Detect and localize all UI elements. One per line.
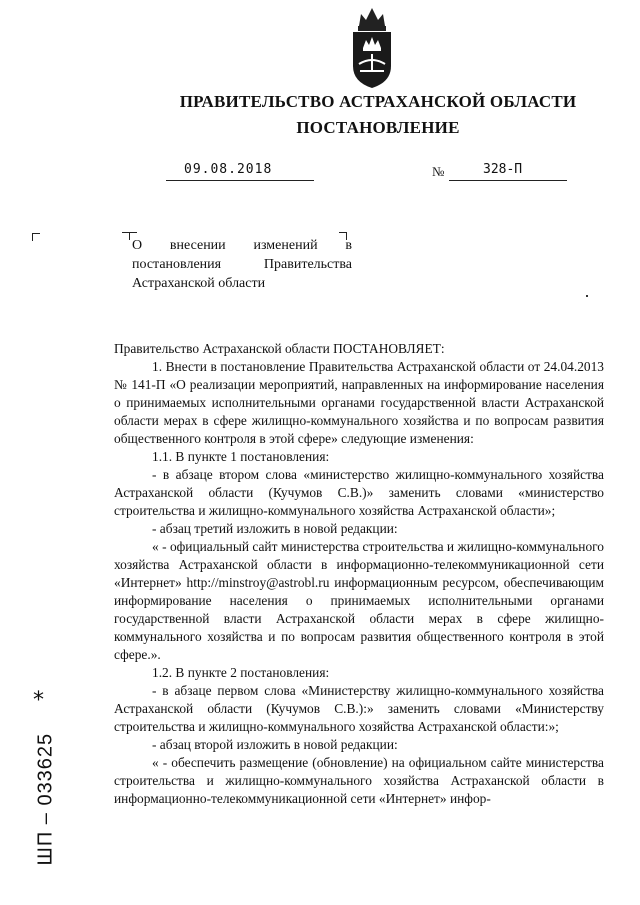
paragraph: - в абзаце первом слова «Министерству жилищно-коммунального хозяйства Астраханской области (Кучумов С.В.):» заменить словами «Министерству строительства и жилищно-коммунального хозяйства Астраханской области:»;: [114, 683, 604, 734]
paragraph: - абзац третий изложить в новой редакции:: [152, 521, 398, 536]
document-number-field: [449, 162, 567, 181]
document-subject: О внесении изменений в постановления Правительства Астраханской области: [132, 238, 352, 291]
paragraph: - абзац второй изложить в новой редакции:: [152, 737, 398, 752]
scan-speck: [586, 295, 588, 297]
document-type-title: ПОСТАНОВЛЕНИЕ: [296, 118, 460, 137]
corner-mark: [32, 233, 40, 241]
star-mark: *: [33, 688, 44, 713]
number-sign: №: [432, 164, 445, 179]
serial-number: ШП – 033625: [34, 732, 57, 866]
side-serial-stamp: [22, 690, 62, 880]
paragraph: 1.2. В пункте 2 постановления:: [152, 665, 330, 680]
preamble: Правительство Астраханской области ПОСТАНОВЛЯЕТ:: [114, 341, 445, 356]
document-date-field: [166, 162, 314, 181]
paragraph: 1.1. В пункте 1 постановления:: [152, 449, 330, 464]
paragraph: « - официальный сайт министерства строительства и жилищно-коммунального хозяйства Астраханской области в информационно-телекоммуникационной сети «Интернет» http://minstroy@astrobl.ru информационным ресурсом, обеспечивающим информирование населения о принимаемых исполнительными органами государственной власти Астраханской области мерах в сфере жилищно-коммунального хозяйства и по вопросам развития общественного контроля в этой сфере.».: [114, 539, 604, 662]
coat-of-arms-icon: [345, 4, 399, 90]
government-title: ПРАВИТЕЛЬСТВО АСТРАХАНСКОЙ ОБЛАСТИ: [179, 92, 577, 111]
paragraph: - в абзаце втором слова «министерство жилищно-коммунального хозяйства Астраханской области (Кучумов С.В.)» заменить словами «министерство строительства и жилищно-коммунального хозяйства Астраханской области»;: [114, 467, 604, 518]
document-date: 09.08.2018: [184, 162, 273, 177]
paragraph: 1. Внести в постановление Правительства Астраханской области от 24.04.2013 № 141-П «О реализации мероприятий, направленных на информирование населения о принимаемых исполнительными органами государственной власти Астраханской области мерах в сфере жилищно-коммунального хозяйства и по вопросам развития общественного контроля в этой сфере» следующие изменения:: [114, 359, 604, 446]
document-body: [114, 340, 604, 808]
document-number: 328-П: [483, 162, 523, 177]
paragraph: « - обеспечить размещение (обновление) на официальном сайте министерства строительства и жилищно-коммунального хозяйства Астраханской области в информационно-телекоммуникационной сети «Интернет» инфор-: [114, 755, 604, 806]
